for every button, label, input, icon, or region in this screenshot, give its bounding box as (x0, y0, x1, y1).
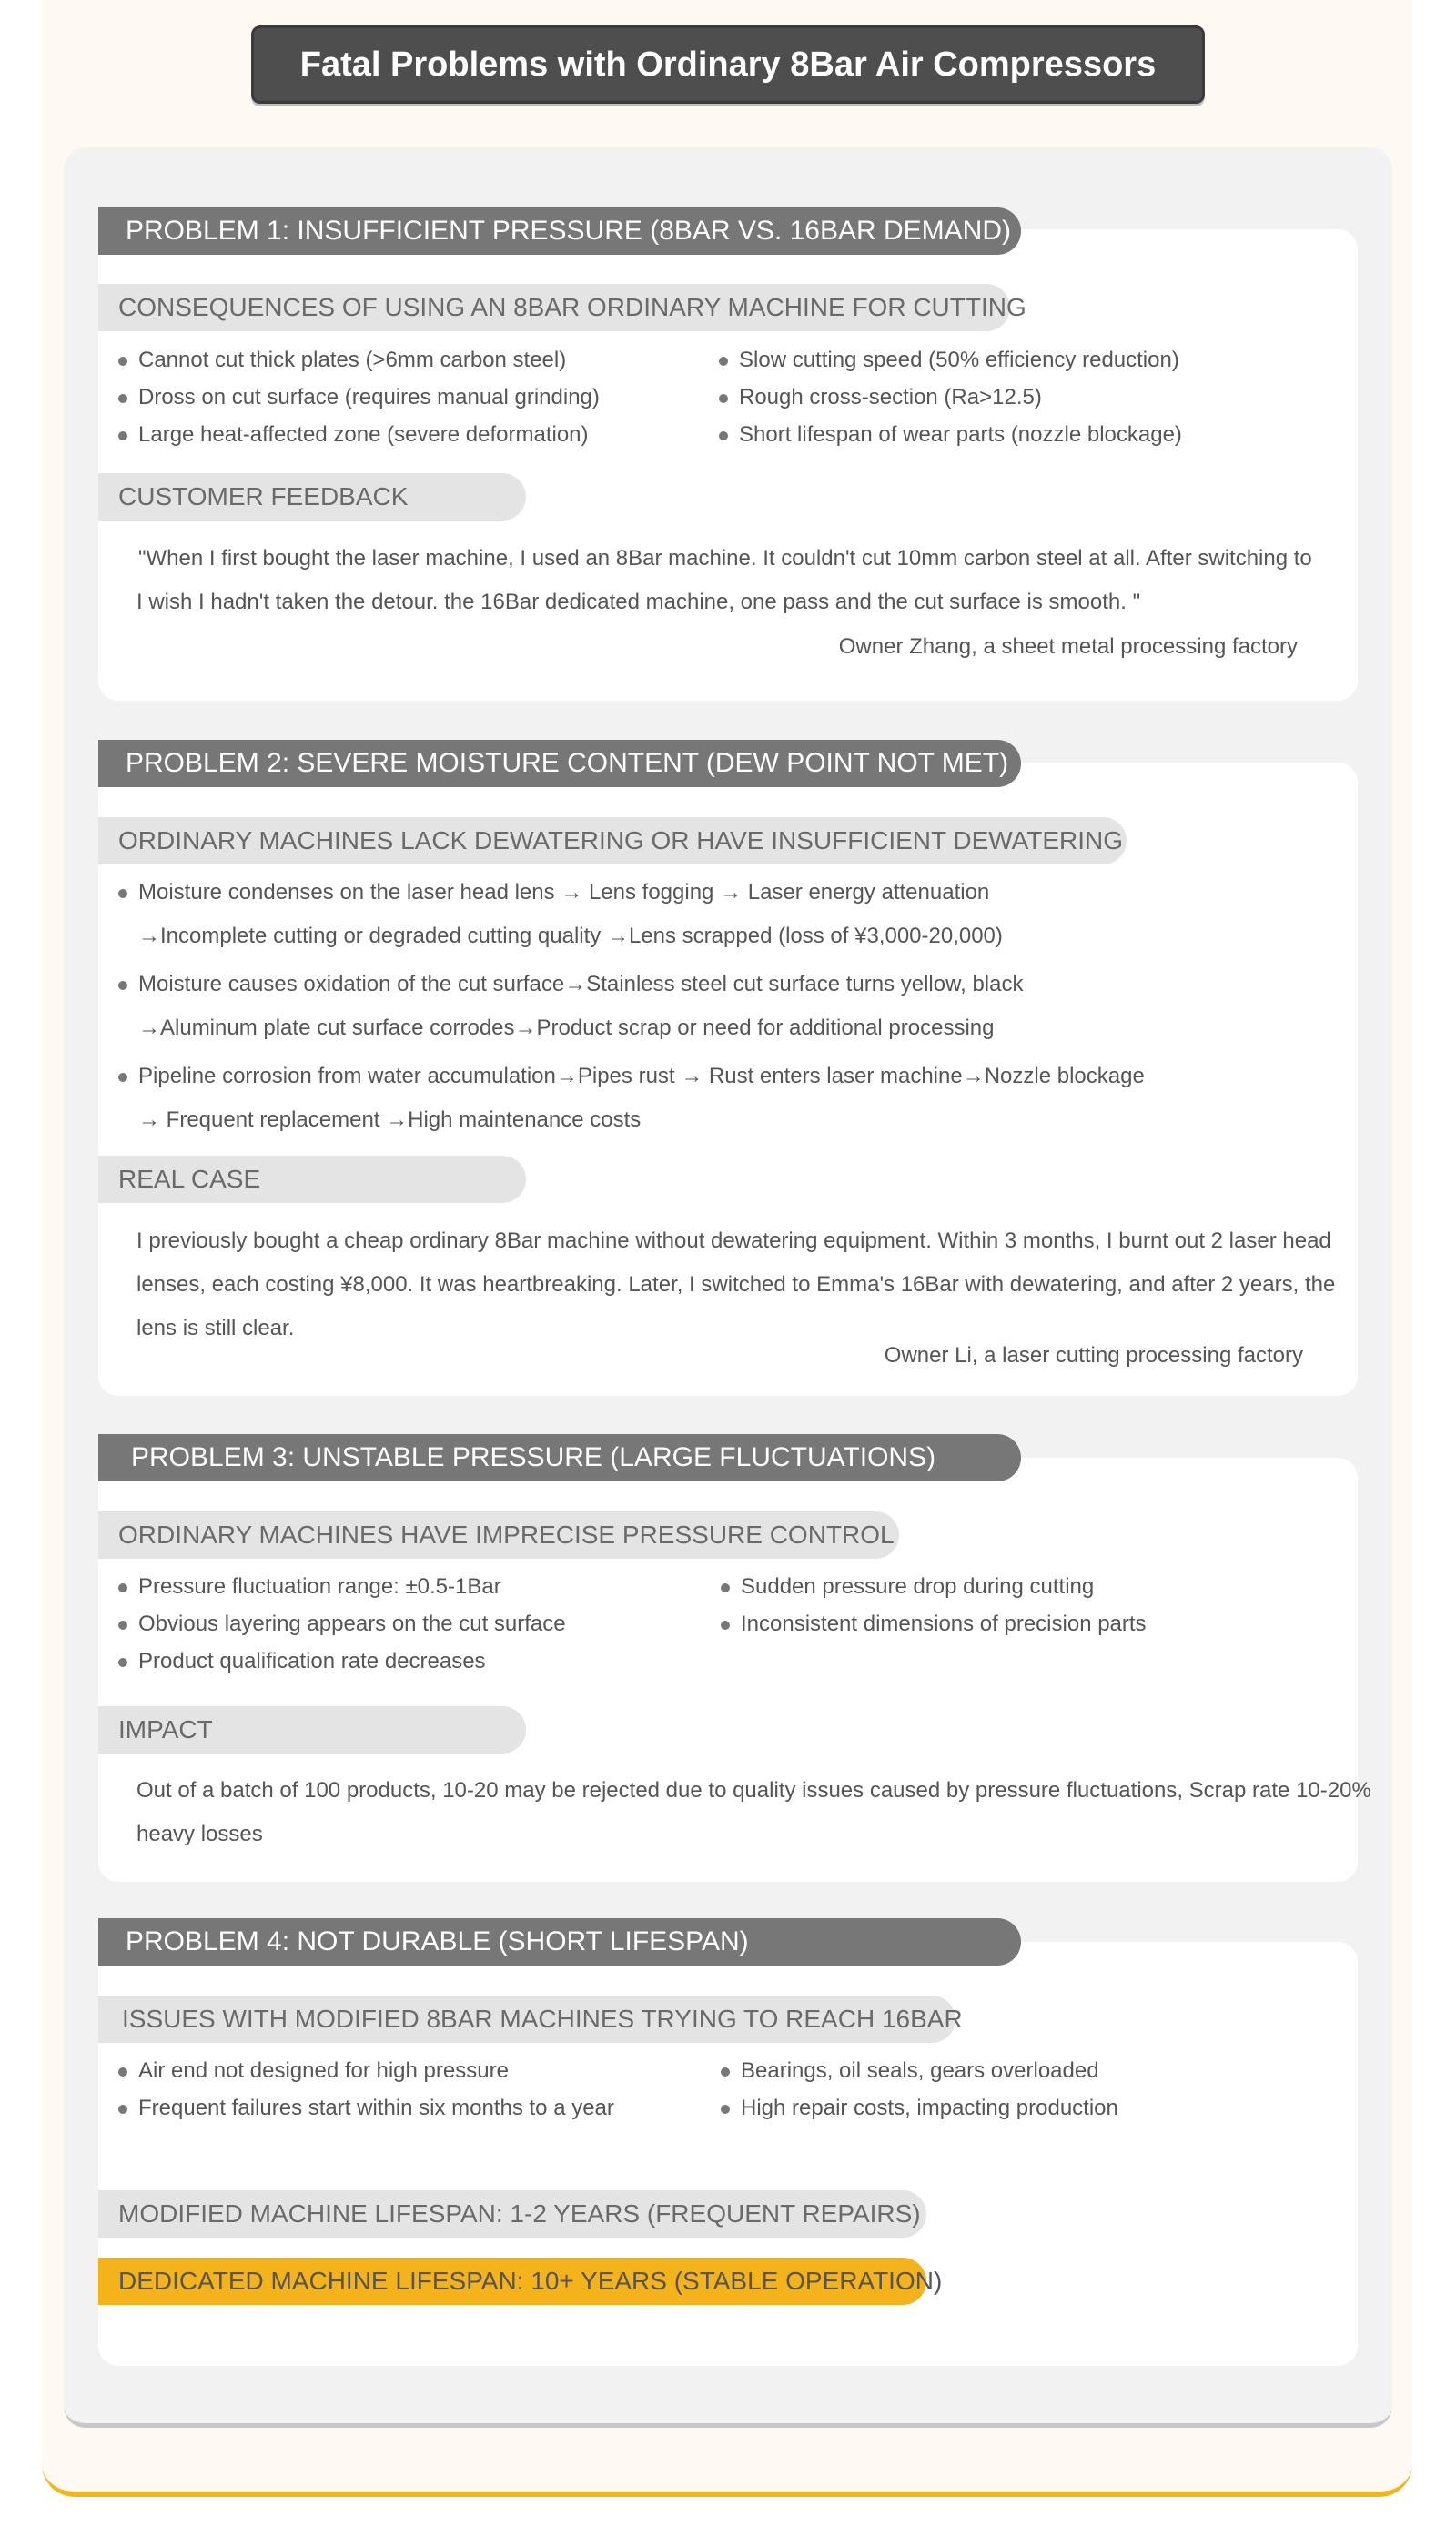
problem2-case-heading: REAL CASE (98, 1156, 526, 1203)
problem2-heading: PROBLEM 2: SEVERE MOISTURE CONTENT (DEW POINT NOT MET) (98, 740, 1021, 787)
list-item: Frequent failures start within six months to a year (118, 2096, 614, 2121)
page-title: Fatal Problems with Ordinary 8Bar Air Compressors (251, 25, 1205, 104)
list-item: High repair costs, impacting production (721, 2096, 1118, 2121)
case-text-line: I previously bought a cheap ordinary 8Bar machine without dewatering equipment. Within 3 months, I burnt out 2 laser head (136, 1228, 1331, 1253)
list-item: Rough cross-section (Ra>12.5) (719, 385, 1042, 410)
problem3-control-heading: ORDINARY MACHINES HAVE IMPRECISE PRESSURE CONTROL (98, 1511, 899, 1559)
impact-text-line: Out of a batch of 100 products, 10-20 may be rejected due to quality issues caused by pressure fluctuations, Scrap rate 10-20% (136, 1778, 1371, 1803)
problem3-heading: PROBLEM 3: UNSTABLE PRESSURE (LARGE FLUCTUATIONS) (98, 1434, 1021, 1481)
feedback-author: Owner Zhang, a sheet metal processing factory (838, 634, 1298, 659)
problem1-consequences-heading: CONSEQUENCES OF USING AN 8BAR ORDINARY MACHINE FOR CUTTING (98, 284, 1010, 331)
feedback-quote-line: I wish I hadn't taken the detour. the 16Bar dedicated machine, one pass and the cut surface is smooth. " (136, 590, 1141, 614)
list-item: Pipeline corrosion from water accumulation→Pipes rust → Rust enters laser machine→Nozzle blockage (118, 1064, 1145, 1089)
case-author: Owner Li, a laser cutting processing factory (884, 1343, 1303, 1368)
problem2-lack-heading: ORDINARY MACHINES LACK DEWATERING OR HAVE INSUFFICIENT DEWATERING (98, 817, 1127, 864)
list-item: Moisture condenses on the laser head lens → Lens fogging → Laser energy attenuation (118, 880, 989, 905)
list-item: Large heat-affected zone (severe deformation) (118, 422, 589, 448)
list-item-continuation: →Incomplete cutting or degraded cutting quality →Lens scrapped (loss of ¥3,000-20,000) (138, 924, 1003, 948)
modified-lifespan-bar: MODIFIED MACHINE LIFESPAN: 1-2 YEARS (FREQUENT REPAIRS) (98, 2190, 926, 2238)
impact-text-line: heavy losses (136, 1822, 263, 1846)
list-item: Pressure fluctuation range: ±0.5-1Bar (118, 1574, 501, 1600)
problem4-issues-heading: ISSUES WITH MODIFIED 8BAR MACHINES TRYING TO REACH 16BAR (98, 1996, 956, 2043)
list-item: Obvious layering appears on the cut surface (118, 1612, 566, 1637)
feedback-quote-line: "When I first bought the laser machine, I used an 8Bar machine. It couldn't cut 10mm carbon steel at all. After switching to (138, 546, 1312, 571)
list-item: Dross on cut surface (requires manual grinding) (118, 385, 600, 410)
list-item: Bearings, oil seals, gears overloaded (721, 2058, 1099, 2084)
case-text-line: lenses, each costing ¥8,000. It was heartbreaking. Later, I switched to Emma's 16Bar with dewatering, and after 2 years, the (136, 1272, 1336, 1297)
problem1-feedback-heading: CUSTOMER FEEDBACK (98, 473, 526, 521)
list-item: Inconsistent dimensions of precision parts (721, 1612, 1147, 1637)
list-item-continuation: → Frequent replacement →High maintenance costs (138, 1107, 642, 1132)
problem4-heading: PROBLEM 4: NOT DURABLE (SHORT LIFESPAN) (98, 1918, 1021, 1966)
list-item: Cannot cut thick plates (>6mm carbon steel) (118, 348, 566, 373)
problem3-impact-heading: IMPACT (98, 1706, 526, 1754)
list-item: Short lifespan of wear parts (nozzle blockage) (719, 422, 1182, 448)
list-item-continuation: →Aluminum plate cut surface corrodes→Product scrap or need for additional processing (138, 1016, 995, 1040)
problem1-heading: PROBLEM 1: INSUFFICIENT PRESSURE (8BAR VS. 16BAR DEMAND) (98, 207, 1021, 255)
list-item: Product qualification rate decreases (118, 1649, 486, 1674)
list-item: Slow cutting speed (50% efficiency reduction) (719, 348, 1179, 373)
dedicated-lifespan-bar: DEDICATED MACHINE LIFESPAN: 10+ YEARS (STABLE OPERATION) (98, 2258, 926, 2305)
list-item: Moisture causes oxidation of the cut surface→Stainless steel cut surface turns yellow, black (118, 972, 1023, 997)
list-item: Sudden pressure drop during cutting (721, 1574, 1094, 1600)
list-item: Air end not designed for high pressure (118, 2058, 509, 2084)
case-text-line: lens is still clear. (136, 1316, 295, 1340)
